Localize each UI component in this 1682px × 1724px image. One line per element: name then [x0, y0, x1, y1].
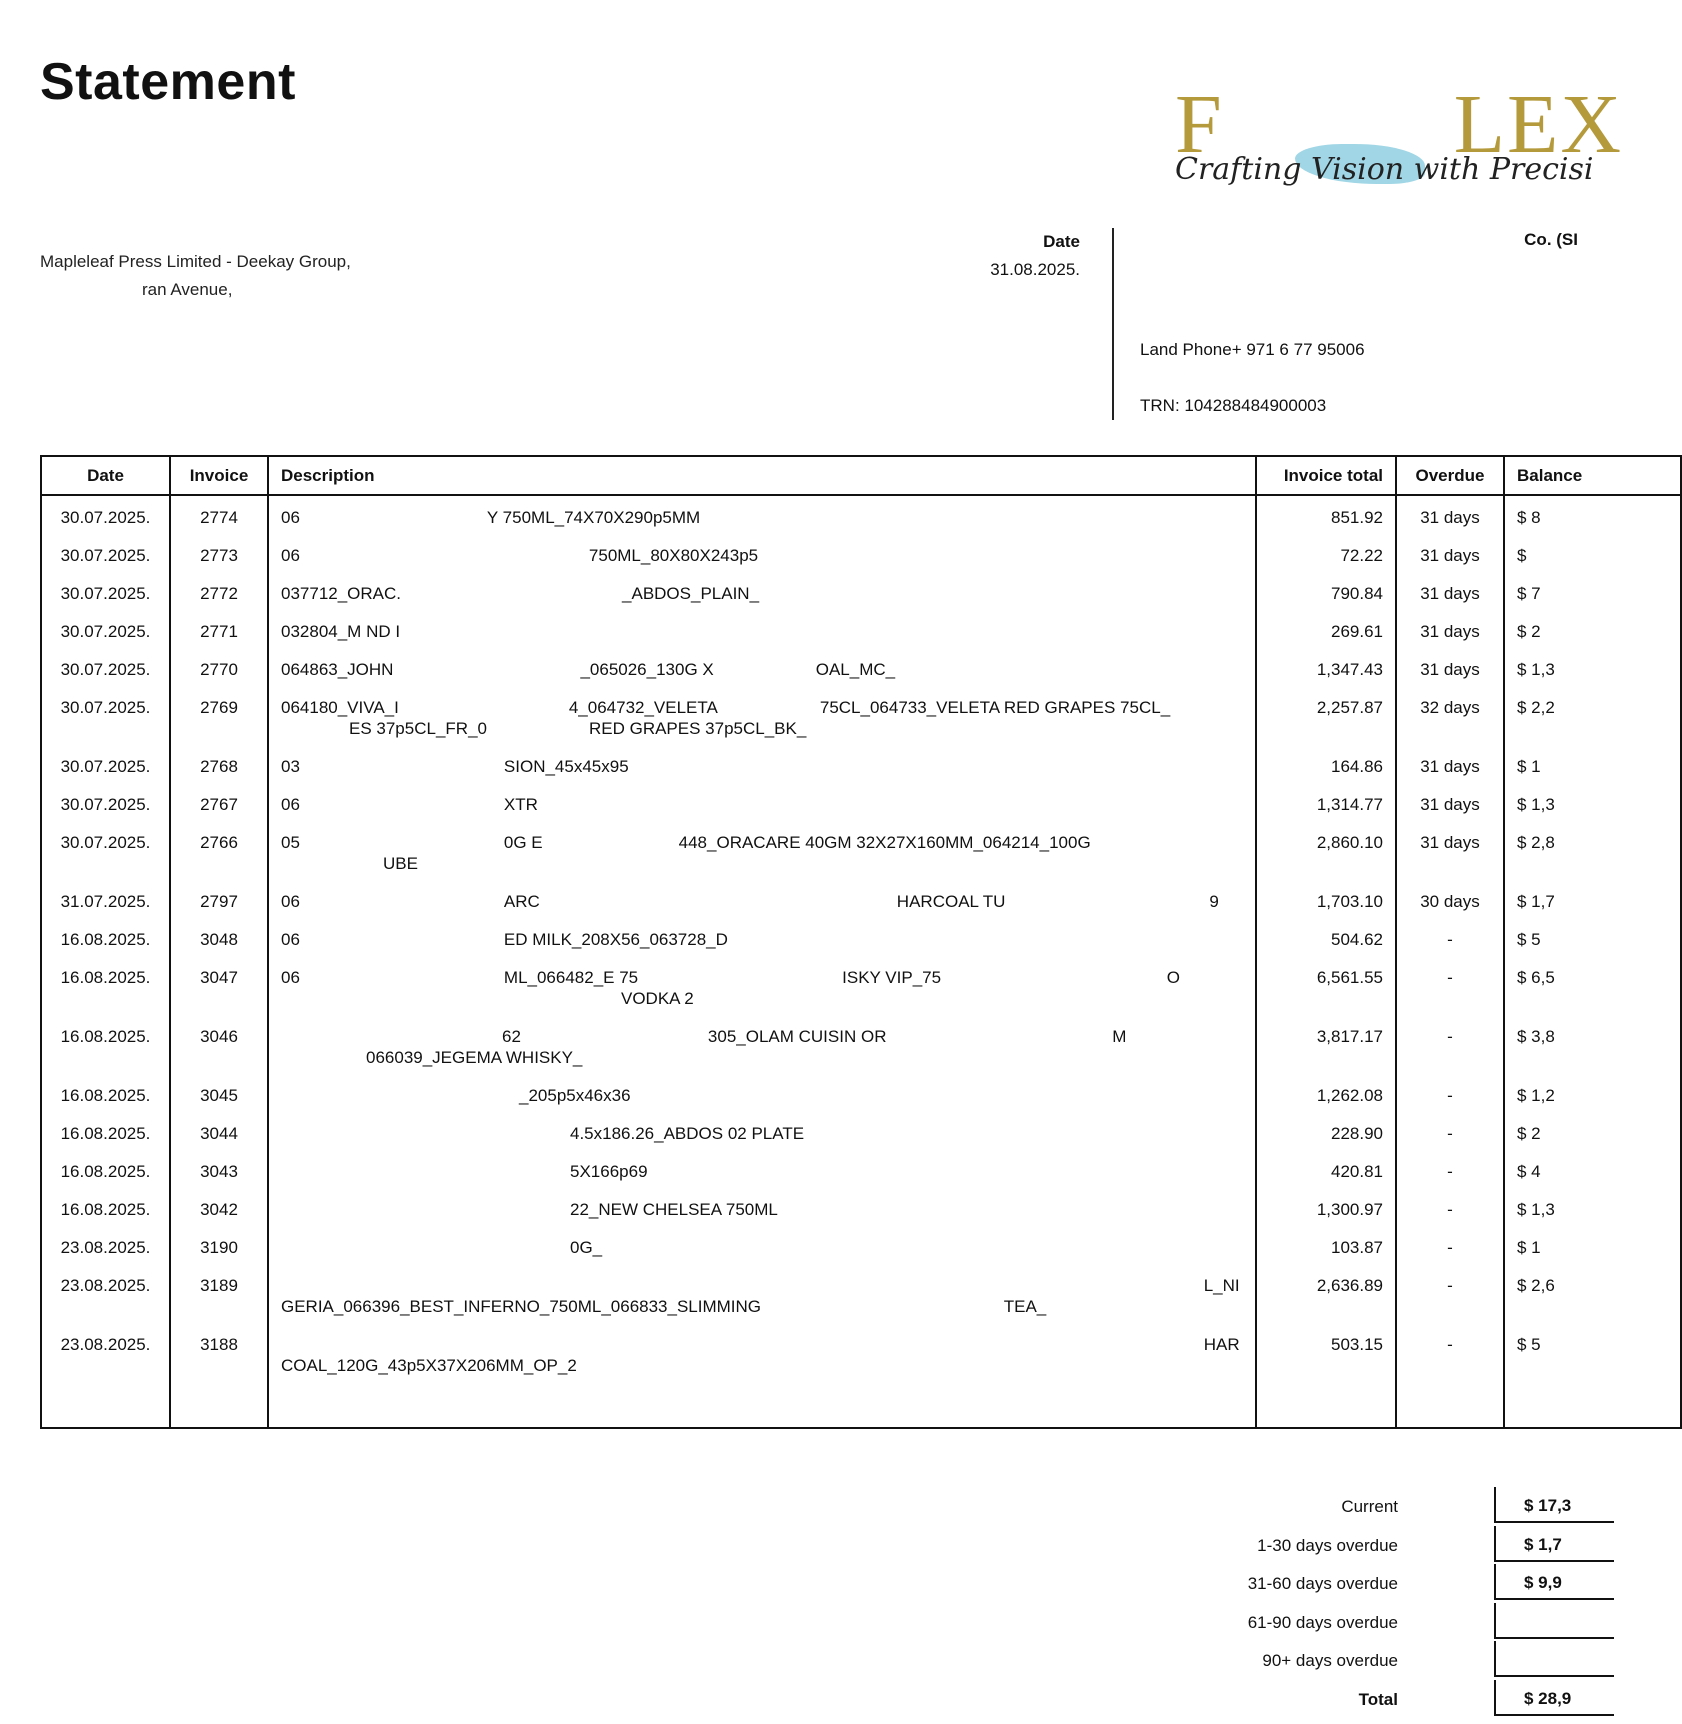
- cell-overdue: 31 days: [1396, 821, 1504, 880]
- table-filler-cell: [41, 1382, 170, 1428]
- table-row: [41, 880, 1681, 918]
- cell-description: L_NIGERIA_066396_BEST_INFERNO_750ML_066833_SLIMMING TEA_: [268, 1264, 1256, 1323]
- cell-invoice-total: 1,347.43: [1256, 648, 1396, 686]
- logo-tagline: Crafting Vision with Precisi: [1175, 152, 1594, 187]
- summary-row: [1100, 1564, 1578, 1603]
- cell-date: 23.08.2025.: [41, 1264, 170, 1323]
- cell-description: 064180_VIVA_I 4_064732_VELETA 75CL_064733_VELETA RED GRAPES 75CL_ ES 37p5CL_FR_0 RED GRAPES 37p5CL_BK_: [268, 686, 1256, 745]
- cell-balance: $ 2,2: [1504, 686, 1681, 745]
- company-phone: Land Phone+ 971 6 77 95006: [1140, 340, 1365, 359]
- cell-invoice-total: 2,860.10: [1256, 821, 1396, 880]
- statement-rows: [41, 495, 1681, 1428]
- cell-invoice-total: 1,314.77: [1256, 783, 1396, 821]
- logo-letters: F LEX: [1175, 78, 1624, 171]
- cell-date: 16.08.2025.: [41, 1015, 170, 1074]
- summary-value: [1494, 1603, 1614, 1639]
- cell-overdue: -: [1396, 1264, 1504, 1323]
- cell-overdue: 31 days: [1396, 534, 1504, 572]
- address-line-1: Mapleleaf Press Limited - Deekay Group,: [40, 252, 351, 271]
- cell-date: 30.07.2025.: [41, 745, 170, 783]
- cell-invoice: 2797: [170, 880, 268, 918]
- cell-invoice-total: 851.92: [1256, 495, 1396, 534]
- cell-description: 06 XTR: [268, 783, 1256, 821]
- cell-invoice-total: 2,636.89: [1256, 1264, 1396, 1323]
- table-filler-row: [41, 1382, 1681, 1428]
- cell-invoice: 3044: [170, 1112, 268, 1150]
- cell-invoice: 2774: [170, 495, 268, 534]
- cell-date: 30.07.2025.: [41, 495, 170, 534]
- page-title: Statement: [40, 53, 296, 111]
- cell-date: 16.08.2025.: [41, 1188, 170, 1226]
- cell-balance: $ 1,7: [1504, 880, 1681, 918]
- cell-overdue: -: [1396, 1226, 1504, 1264]
- cell-invoice: 3047: [170, 956, 268, 1015]
- cell-balance: $ 7: [1504, 572, 1681, 610]
- table-row: [41, 1226, 1681, 1264]
- cell-balance: $ 1: [1504, 1226, 1681, 1264]
- cell-description: 03 SION_45x45x95: [268, 745, 1256, 783]
- cell-balance: $ 5: [1504, 1323, 1681, 1382]
- summary-label: 90+ days overdue: [1262, 1651, 1398, 1670]
- table-row: [41, 1112, 1681, 1150]
- company-name: Co. (SI: [1524, 230, 1578, 249]
- cell-invoice: 3048: [170, 918, 268, 956]
- table-row: [41, 956, 1681, 1015]
- table-row: [41, 534, 1681, 572]
- table-filler-cell: [170, 1382, 268, 1428]
- cell-balance: $ 4: [1504, 1150, 1681, 1188]
- table-row: [41, 745, 1681, 783]
- cell-overdue: 32 days: [1396, 686, 1504, 745]
- cell-invoice: 2773: [170, 534, 268, 572]
- cell-overdue: -: [1396, 1112, 1504, 1150]
- cell-invoice-total: 6,561.55: [1256, 956, 1396, 1015]
- summary-value: $ 17,3: [1494, 1487, 1614, 1523]
- cell-description: _205p5x46x36: [268, 1074, 1256, 1112]
- cell-invoice-total: 3,817.17: [1256, 1015, 1396, 1074]
- cell-invoice-total: 103.87: [1256, 1226, 1396, 1264]
- cell-invoice: 3043: [170, 1150, 268, 1188]
- table-row: [41, 1264, 1681, 1323]
- table-header-row: [41, 456, 1681, 495]
- table-row: [41, 821, 1681, 880]
- company-trn: TRN: 104288484900003: [1140, 396, 1327, 415]
- customer-address: [40, 252, 351, 304]
- cell-overdue: 31 days: [1396, 572, 1504, 610]
- cell-balance: $ 2: [1504, 1112, 1681, 1150]
- cell-invoice-total: 72.22: [1256, 534, 1396, 572]
- cell-balance: $: [1504, 534, 1681, 572]
- header-overdue: Overdue: [1396, 456, 1504, 495]
- cell-overdue: -: [1396, 1150, 1504, 1188]
- cell-date: 23.08.2025.: [41, 1323, 170, 1382]
- cell-date: 30.07.2025.: [41, 686, 170, 745]
- cell-date: 30.07.2025.: [41, 783, 170, 821]
- cell-invoice-total: 269.61: [1256, 610, 1396, 648]
- summary-label: 61-90 days overdue: [1247, 1612, 1398, 1632]
- cell-overdue: 31 days: [1396, 495, 1504, 534]
- cell-invoice: 3046: [170, 1015, 268, 1074]
- cell-balance: $ 8: [1504, 495, 1681, 534]
- cell-date: 16.08.2025.: [41, 1112, 170, 1150]
- summary-value: [1494, 1641, 1614, 1677]
- table-row: [41, 686, 1681, 745]
- summary-value: $ 1,7: [1494, 1526, 1614, 1562]
- cell-date: 16.08.2025.: [41, 1074, 170, 1112]
- cell-invoice-total: 164.86: [1256, 745, 1396, 783]
- summary-row: [1100, 1680, 1578, 1719]
- table-row: [41, 1015, 1681, 1074]
- cell-description: 22_NEW CHELSEA 750ML: [268, 1188, 1256, 1226]
- cell-invoice-total: 503.15: [1256, 1323, 1396, 1382]
- statement-table: [40, 455, 1682, 1429]
- cell-description: 4.5x186.26_ABDOS 02 PLATE: [268, 1112, 1256, 1150]
- cell-date: 30.07.2025.: [41, 648, 170, 686]
- header-balance: Balance: [1504, 456, 1681, 495]
- table-row: [41, 1323, 1681, 1382]
- summary-value: $ 9,9: [1494, 1564, 1614, 1600]
- aging-summary: [1100, 1487, 1578, 1717]
- table-filler-cell: [1396, 1382, 1504, 1428]
- cell-description: 5X166p69: [268, 1150, 1256, 1188]
- cell-date: 16.08.2025.: [41, 918, 170, 956]
- cell-balance: $ 1,3: [1504, 783, 1681, 821]
- cell-invoice: 2770: [170, 648, 268, 686]
- table-row: [41, 572, 1681, 610]
- statement-date-label: Date: [1043, 232, 1080, 251]
- statement-table-container: [40, 455, 1583, 1487]
- cell-invoice: 2772: [170, 572, 268, 610]
- cell-overdue: 31 days: [1396, 648, 1504, 686]
- cell-date: 31.07.2025.: [41, 880, 170, 918]
- header-divider: [1112, 228, 1114, 420]
- summary-row: [1100, 1603, 1578, 1642]
- cell-invoice: 2768: [170, 745, 268, 783]
- address-line-2: ran Avenue,: [142, 280, 233, 299]
- summary-value: $ 28,9: [1494, 1680, 1614, 1716]
- cell-balance: $ 2: [1504, 610, 1681, 648]
- cell-overdue: 31 days: [1396, 610, 1504, 648]
- cell-description: 06 750ML_80X80X243p5: [268, 534, 1256, 572]
- cell-balance: $ 1,3: [1504, 1188, 1681, 1226]
- company-info: [1140, 228, 1578, 428]
- table-row: [41, 495, 1681, 534]
- statement-date-value: 31.08.2025.: [990, 260, 1080, 279]
- cell-description: 06 ARC HARCOAL TU 9: [268, 880, 1256, 918]
- cell-invoice: 2771: [170, 610, 268, 648]
- cell-invoice: 3189: [170, 1264, 268, 1323]
- cell-description: 06 ML_066482_E 75 ISKY VIP_75 O VODKA 2: [268, 956, 1256, 1015]
- cell-balance: $ 1,2: [1504, 1074, 1681, 1112]
- cell-date: 16.08.2025.: [41, 956, 170, 1015]
- summary-label: 1-30 days overdue: [1257, 1535, 1398, 1555]
- cell-invoice: 2766: [170, 821, 268, 880]
- cell-balance: $ 2,6: [1504, 1264, 1681, 1323]
- cell-invoice-total: 790.84: [1256, 572, 1396, 610]
- cell-invoice: 2767: [170, 783, 268, 821]
- cell-balance: $ 1: [1504, 745, 1681, 783]
- cell-description: HARCOAL_120G_43p5X37X206MM_OP_2: [268, 1323, 1256, 1382]
- table-row: [41, 1150, 1681, 1188]
- cell-balance: $ 1,3: [1504, 648, 1681, 686]
- cell-invoice-total: 1,300.97: [1256, 1188, 1396, 1226]
- summary-row: [1100, 1641, 1578, 1680]
- cell-balance: $ 2,8: [1504, 821, 1681, 880]
- cell-invoice: 3042: [170, 1188, 268, 1226]
- table-row: [41, 783, 1681, 821]
- table-row: [41, 610, 1681, 648]
- cell-description: 037712_ORAC. _ABDOS_PLAIN_: [268, 572, 1256, 610]
- cell-date: 23.08.2025.: [41, 1226, 170, 1264]
- cell-invoice-total: 1,703.10: [1256, 880, 1396, 918]
- cell-overdue: -: [1396, 956, 1504, 1015]
- cell-overdue: -: [1396, 918, 1504, 956]
- table-row: [41, 1074, 1681, 1112]
- summary-label: Total: [1358, 1689, 1398, 1709]
- table-row: [41, 1188, 1681, 1226]
- cell-invoice: 3190: [170, 1226, 268, 1264]
- table-row: [41, 648, 1681, 686]
- cell-invoice: 2769: [170, 686, 268, 745]
- cell-description: 62 305_OLAM CUISIN OR M 066039_JEGEMA WHISKY_: [268, 1015, 1256, 1074]
- cell-date: 30.07.2025.: [41, 610, 170, 648]
- cell-balance: $ 5: [1504, 918, 1681, 956]
- header-invoice-total: Invoice total: [1256, 456, 1396, 495]
- summary-row: [1100, 1526, 1578, 1565]
- summary-label: Current: [1341, 1497, 1398, 1516]
- summary-label: 31-60 days overdue: [1247, 1574, 1398, 1593]
- cell-invoice-total: 2,257.87: [1256, 686, 1396, 745]
- cell-overdue: -: [1396, 1323, 1504, 1382]
- cell-description: 0G_: [268, 1226, 1256, 1264]
- cell-overdue: -: [1396, 1074, 1504, 1112]
- table-filler-cell: [1256, 1382, 1396, 1428]
- cell-invoice: 3188: [170, 1323, 268, 1382]
- summary-row: [1100, 1487, 1578, 1526]
- cell-date: 30.07.2025.: [41, 821, 170, 880]
- cell-date: 16.08.2025.: [41, 1150, 170, 1188]
- cell-description: 064863_JOHN _065026_130G X OAL_MC_: [268, 648, 1256, 686]
- cell-date: 30.07.2025.: [41, 534, 170, 572]
- cell-invoice-total: 1,262.08: [1256, 1074, 1396, 1112]
- company-logo: [1175, 78, 1624, 202]
- header-invoice: Invoice: [170, 456, 268, 495]
- cell-overdue: 30 days: [1396, 880, 1504, 918]
- cell-invoice-total: 228.90: [1256, 1112, 1396, 1150]
- cell-balance: $ 6,5: [1504, 956, 1681, 1015]
- cell-overdue: -: [1396, 1015, 1504, 1074]
- cell-description: 05 0G E 448_ORACARE 40GM 32X27X160MM_064214_100G UBE: [268, 821, 1256, 880]
- table-filler-cell: [268, 1382, 1256, 1428]
- cell-description: 032804_M ND I: [268, 610, 1256, 648]
- cell-date: 30.07.2025.: [41, 572, 170, 610]
- header-date: Date: [41, 456, 170, 495]
- header-description: Description: [268, 456, 1256, 495]
- statement-date-block: [920, 228, 1080, 284]
- table-filler-cell: [1504, 1382, 1681, 1428]
- cell-description: 06 ED MILK_208X56_063728_D: [268, 918, 1256, 956]
- cell-description: 06 Y 750ML_74X70X290p5MM: [268, 495, 1256, 534]
- cell-overdue: 31 days: [1396, 745, 1504, 783]
- cell-invoice-total: 420.81: [1256, 1150, 1396, 1188]
- cell-overdue: 31 days: [1396, 783, 1504, 821]
- cell-invoice: 3045: [170, 1074, 268, 1112]
- cell-invoice-total: 504.62: [1256, 918, 1396, 956]
- cell-balance: $ 3,8: [1504, 1015, 1681, 1074]
- table-row: [41, 918, 1681, 956]
- cell-overdue: -: [1396, 1188, 1504, 1226]
